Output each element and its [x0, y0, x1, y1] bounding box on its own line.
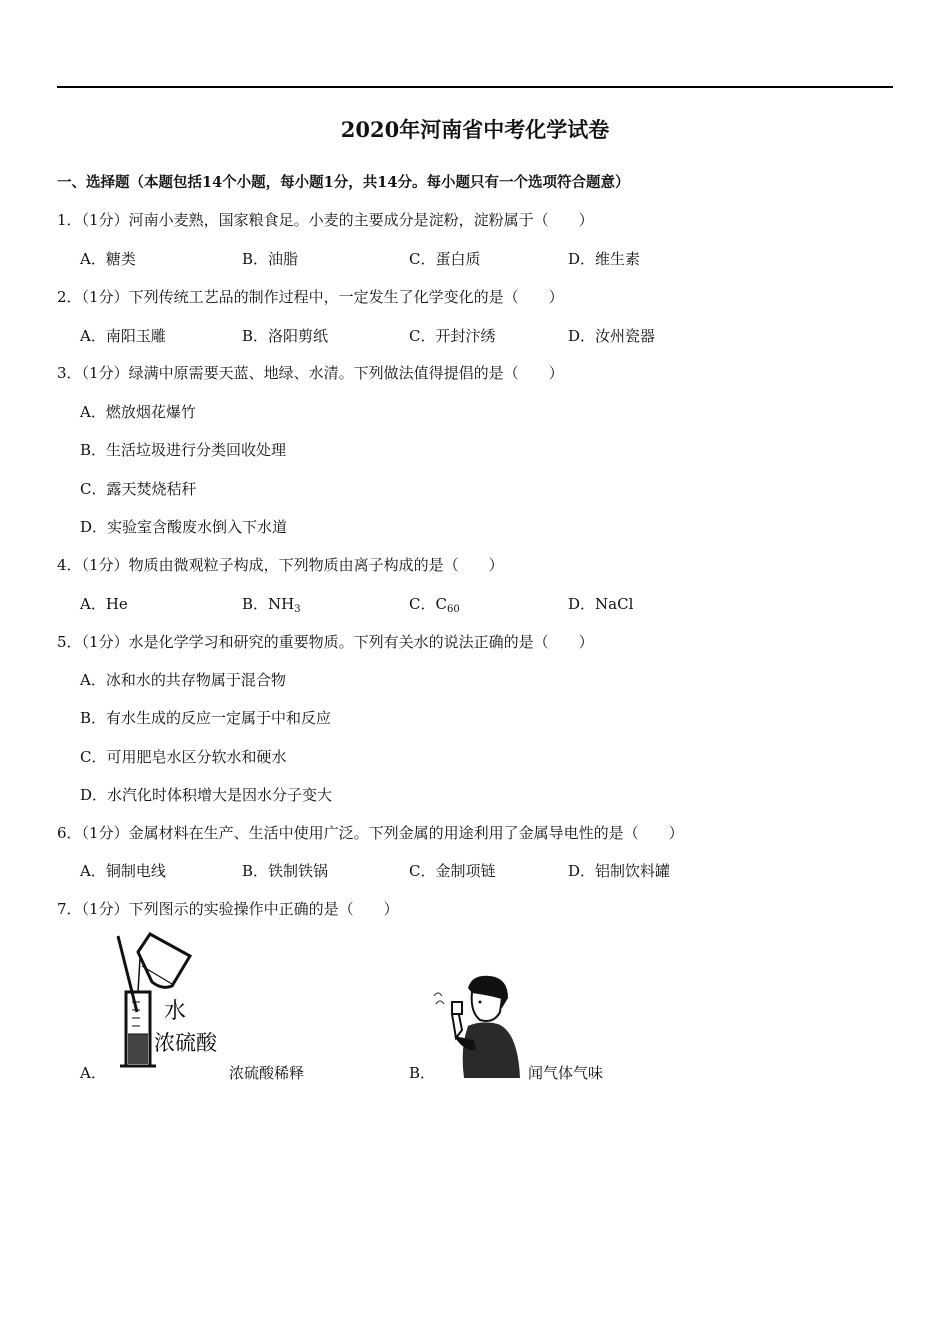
question-2-stem: 2．（1分）下列传统工艺品的制作过程中，一定发生了化学变化的是（ ） [57, 288, 564, 306]
q1-option-d: D．维生素 [568, 250, 641, 268]
q2-option-c: C．开封汴绣 [409, 327, 496, 345]
q7-figure-b-caption: 闻气体气味 [528, 1064, 604, 1082]
q6-option-b: B．铁制铁锅 [242, 862, 329, 880]
q6-option-a: A．铜制电线 [80, 862, 166, 880]
q3-option-b: B．生活垃圾进行分类回收处理 [80, 441, 287, 459]
question-6-stem: 6．（1分）金属材料在生产、生活中使用广泛。下列金属的用途利用了金属导电性的是（ ） [57, 824, 684, 842]
figure-a-label-acid: 浓硫酸 [154, 1031, 217, 1055]
q1-option-c: C．蛋白质 [409, 250, 481, 268]
q6-option-d: D．铝制饮料罐 [568, 862, 671, 880]
page-title: 2020年河南省中考化学试卷 [340, 117, 610, 142]
figure-a-dilution [110, 930, 230, 1070]
q2-option-a: A．南阳玉雕 [80, 327, 166, 345]
q4-option-c-text: C．C [409, 595, 447, 613]
q2-option-b: B．洛阳剪纸 [242, 327, 329, 345]
q3-option-c: C．露天焚烧秸秆 [80, 480, 197, 498]
figure-a-label-water: 水 [164, 999, 187, 1024]
q4-option-c [409, 593, 460, 615]
question-4-stem: 4．（1分）物质由微观粒子构成，下列物质由离子构成的是（ ） [57, 556, 504, 574]
q5-option-a: A．冰和水的共存物属于混合物 [80, 671, 286, 689]
q4-option-d: D．NaCl [568, 595, 634, 613]
q5-option-b: B．有水生成的反应一定属于中和反应 [80, 709, 332, 727]
q3-option-a: A．燃放烟花爆竹 [80, 403, 196, 421]
section-heading: 一、选择题（本题包括14个小题，每小题1分，共14分。每小题只有一个选项符合题意） [57, 174, 630, 191]
q5-option-d: D．水汽化时体积增大是因水分子变大 [80, 786, 333, 804]
q1-option-b: B．油脂 [242, 250, 299, 268]
q5-option-c: C．可用肥皂水区分软水和硬水 [80, 748, 287, 766]
question-1-stem: 1．（1分）河南小麦熟，国家粮食足。小麦的主要成分是淀粉，淀粉属于（ ） [57, 211, 594, 229]
question-7-stem: 7．（1分）下列图示的实验操作中正确的是（ ） [57, 900, 399, 918]
q6-option-c: C．金制项链 [409, 862, 496, 880]
figure-b-smelling [428, 968, 524, 1080]
question-5-stem: 5．（1分）水是化学学习和研究的重要物质。下列有关水的说法正确的是（ ） [57, 633, 594, 651]
q1-option-a: A．糖类 [80, 250, 136, 268]
question-3-stem: 3．（1分）绿满中原需要天蓝、地绿、水清。下列做法值得提倡的是（ ） [57, 364, 564, 382]
q3-option-d: D．实验室含酸废水倒入下水道 [80, 518, 288, 536]
q7-figure-a-caption: 浓硫酸稀释 [229, 1064, 305, 1082]
q4-option-b-subscript: 3 [294, 604, 301, 615]
q4-option-b [242, 593, 301, 615]
q4-option-c-subscript: 60 [446, 604, 460, 615]
header-rule [57, 86, 893, 88]
q2-option-d: D．汝州瓷器 [568, 327, 656, 345]
q4-option-b-text: B．NH [242, 595, 295, 613]
q4-option-a: A．He [80, 595, 128, 613]
q7-option-a: A． [80, 1064, 106, 1082]
q7-option-b: B． [409, 1064, 436, 1082]
